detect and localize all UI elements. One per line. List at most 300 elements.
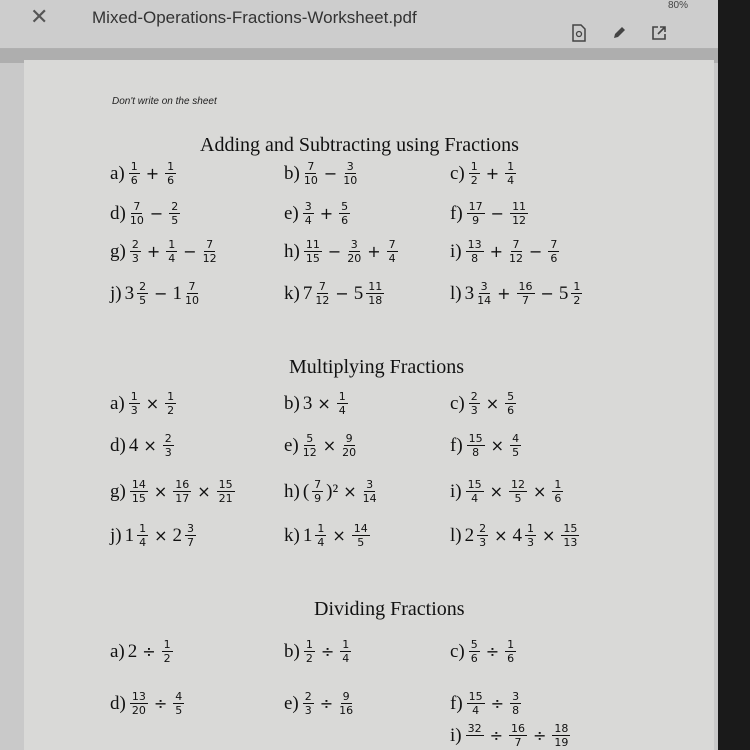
fraction	[129, 160, 140, 187]
operator: ×	[332, 526, 346, 545]
operator: +	[489, 242, 504, 261]
denominator: 3	[527, 536, 535, 549]
fraction	[525, 522, 536, 549]
fraction	[548, 238, 559, 265]
fraction	[517, 280, 535, 307]
problem-row	[110, 200, 670, 240]
operator: ×	[143, 436, 157, 455]
problem-label: b)	[284, 162, 300, 184]
numerator: 2	[139, 280, 147, 293]
fraction	[510, 200, 528, 227]
operator: ÷	[142, 642, 156, 661]
numerator: 1	[130, 160, 138, 173]
problem-row	[110, 390, 670, 430]
problem-label: j)	[110, 282, 122, 304]
denominator: 9	[472, 214, 480, 227]
numerator: 1	[573, 280, 581, 293]
numerator: 11	[512, 200, 527, 213]
problem-label: d)	[110, 202, 126, 224]
sheet-note: Don't write on the sheet	[112, 96, 217, 107]
number: 1	[172, 282, 183, 304]
fraction	[352, 522, 370, 549]
problem	[110, 638, 175, 665]
denominator: 20	[342, 446, 357, 459]
denominator: 2	[167, 404, 175, 417]
numerator: 3	[346, 160, 354, 173]
problem	[284, 690, 355, 717]
problem	[110, 432, 176, 459]
denominator: 12	[202, 252, 217, 265]
denominator: 3	[130, 404, 138, 417]
operator: ×	[343, 482, 357, 501]
fraction	[130, 690, 148, 717]
problem-label: c)	[450, 640, 465, 662]
fraction	[509, 722, 527, 749]
numerator: 2	[470, 390, 478, 403]
number: 3	[302, 392, 313, 414]
problem	[110, 160, 178, 187]
fraction	[185, 522, 196, 549]
open-external-icon[interactable]	[650, 24, 668, 42]
numerator: 32	[467, 722, 482, 735]
operator: ÷	[485, 642, 500, 661]
operator: +	[367, 242, 381, 261]
numerator: 17	[468, 200, 483, 213]
denominator: 6	[554, 492, 562, 505]
number: 2	[464, 524, 475, 546]
numerator: 1	[507, 160, 515, 173]
numerator: 7	[133, 200, 141, 213]
denominator: 15	[305, 252, 320, 265]
operator: −	[149, 204, 164, 223]
problem	[450, 638, 518, 665]
denominator: 4	[388, 252, 396, 265]
number: 5	[353, 282, 364, 304]
denominator: 6	[507, 404, 515, 417]
problem	[110, 238, 219, 265]
denominator: 9	[314, 492, 322, 505]
operator: −	[529, 242, 543, 261]
problem-label: f)	[450, 434, 463, 456]
problem-label: a)	[110, 392, 125, 414]
problem	[284, 478, 379, 505]
numerator: 3	[350, 238, 358, 251]
operator: ×	[322, 436, 337, 455]
problem-label: a)	[110, 640, 125, 662]
fraction	[469, 638, 480, 665]
fraction	[505, 390, 516, 417]
numerator: 16	[511, 722, 526, 735]
operator: ×	[485, 394, 500, 413]
operator: ×	[533, 482, 547, 501]
denominator: 5	[139, 294, 147, 307]
fraction	[467, 200, 485, 227]
denominator: 13	[563, 536, 578, 549]
problem-row	[110, 160, 670, 200]
problem-label: e)	[284, 434, 299, 456]
number: 5	[558, 282, 569, 304]
denominator: 4	[304, 214, 312, 227]
fraction	[162, 638, 173, 665]
denominator: 8	[512, 704, 520, 717]
denominator: 4	[342, 652, 350, 665]
problem-row	[110, 432, 670, 472]
denominator: 12	[315, 294, 330, 307]
numerator: 2	[479, 522, 487, 535]
denominator: 6	[341, 214, 349, 227]
numerator: 11	[368, 280, 383, 293]
numerator: 3	[187, 522, 195, 535]
operator: +	[485, 164, 500, 183]
problem	[450, 238, 561, 265]
fraction	[477, 522, 488, 549]
operator: −	[323, 164, 338, 183]
fraction	[304, 160, 318, 187]
denominator: 12	[509, 252, 524, 265]
numerator: 5	[507, 390, 515, 403]
numerator: 15	[468, 432, 483, 445]
fraction	[467, 690, 485, 717]
numerator: 14	[353, 522, 368, 535]
operator: ×	[489, 482, 504, 501]
denominator: 14	[362, 492, 377, 505]
fraction	[505, 638, 516, 665]
fraction	[466, 722, 484, 749]
problem-label: a)	[110, 162, 125, 184]
fraction	[312, 478, 323, 505]
fraction	[505, 160, 516, 187]
operator: ÷	[319, 694, 334, 713]
fraction	[561, 522, 579, 549]
denominator: 8	[471, 252, 479, 265]
fraction	[339, 690, 353, 717]
numerator: 7	[314, 478, 322, 491]
fraction	[303, 432, 317, 459]
number: 1	[124, 524, 135, 546]
fraction	[363, 478, 377, 505]
denominator: 7	[514, 736, 522, 749]
numerator: 2	[131, 238, 139, 251]
section-title: Dividing Fractions	[314, 598, 465, 620]
problem-row	[110, 722, 670, 750]
denominator: 16	[339, 704, 354, 717]
denominator: 10	[185, 294, 200, 307]
problem-label: g)	[110, 240, 126, 262]
operator: ÷	[320, 642, 335, 661]
fraction	[169, 200, 180, 227]
denominator	[473, 736, 477, 749]
denominator: 20	[347, 252, 362, 265]
denominator: 4	[338, 404, 346, 417]
fraction	[173, 690, 184, 717]
top-bar	[0, 0, 718, 49]
problem-label: h)	[284, 240, 300, 262]
numerator: 1	[168, 238, 176, 251]
number: 7	[302, 282, 313, 304]
fraction	[466, 478, 484, 505]
problem-label: l)	[450, 524, 462, 546]
denominator: 2	[470, 174, 478, 187]
fraction	[137, 522, 148, 549]
denominator: 2	[305, 652, 313, 665]
problem-label: k)	[284, 282, 300, 304]
denominator: 6	[550, 252, 558, 265]
operator: −	[490, 204, 505, 223]
denominator: 21	[218, 492, 233, 505]
fraction	[315, 280, 329, 307]
fraction	[203, 238, 217, 265]
problem-label: f)	[450, 202, 463, 224]
problem-label: b)	[284, 640, 300, 662]
numerator: 7	[388, 238, 396, 251]
denominator: 4	[507, 174, 515, 187]
denominator: 10	[343, 174, 358, 187]
denominator: 4	[168, 252, 176, 265]
number: )²	[326, 480, 339, 502]
numerator: 4	[175, 690, 183, 703]
fraction	[509, 478, 527, 505]
numerator: 1	[167, 390, 175, 403]
denominator: 6	[167, 174, 175, 187]
numerator: 12	[511, 478, 526, 491]
problem	[450, 722, 572, 749]
denominator: 3	[164, 446, 172, 459]
denominator: 18	[368, 294, 383, 307]
document-title: Mixed-Operations-Fractions-Worksheet.pdf	[92, 8, 417, 27]
denominator: 15	[131, 492, 146, 505]
problem-row	[110, 478, 670, 518]
problem	[284, 200, 352, 227]
problem-label: b)	[284, 392, 300, 414]
problem-label: l)	[450, 282, 462, 304]
fraction	[163, 432, 174, 459]
numerator: 16	[175, 478, 190, 491]
fraction	[387, 238, 398, 265]
close-icon[interactable]: ✕	[30, 4, 49, 29]
problem	[450, 280, 584, 307]
operator: ×	[153, 482, 168, 501]
problem	[450, 390, 518, 417]
denominator: 3	[131, 252, 139, 265]
operator: −	[335, 284, 349, 303]
fraction	[339, 200, 350, 227]
numerator: 5	[470, 638, 478, 651]
problem	[110, 478, 237, 505]
fraction	[185, 280, 199, 307]
numerator: 9	[342, 690, 350, 703]
numerator: 2	[171, 200, 179, 213]
number: 1	[302, 524, 313, 546]
numerator: 7	[318, 280, 326, 293]
numerator: 1	[527, 522, 535, 535]
fraction	[303, 200, 314, 227]
denominator: 2	[163, 652, 171, 665]
problem-label: c)	[450, 162, 465, 184]
denominator: 4	[471, 492, 479, 505]
problem-label: j)	[110, 524, 122, 546]
fraction	[469, 390, 480, 417]
fraction	[315, 522, 326, 549]
fraction	[552, 722, 570, 749]
fraction	[337, 390, 348, 417]
fraction	[304, 238, 322, 265]
numerator: 16	[518, 280, 533, 293]
denominator: 19	[554, 736, 569, 749]
problem	[450, 690, 523, 717]
numerator: 2	[164, 432, 172, 445]
numerator: 1	[163, 638, 171, 651]
problem-row	[110, 280, 670, 320]
fraction	[571, 280, 582, 307]
denominator: 5	[175, 704, 183, 717]
operator: ÷	[489, 726, 504, 745]
numerator: 7	[188, 280, 196, 293]
numerator: 13	[131, 690, 146, 703]
denominator: 4	[139, 536, 147, 549]
fraction	[165, 390, 176, 417]
fraction	[342, 432, 356, 459]
numerator: 15	[218, 478, 233, 491]
denominator: 17	[175, 492, 190, 505]
denominator: 10	[303, 174, 318, 187]
numerator: 1	[130, 390, 138, 403]
denominator: 6	[130, 174, 138, 187]
problem	[284, 238, 400, 265]
fraction	[510, 690, 521, 717]
operator: ×	[542, 526, 556, 545]
numerator: 1	[139, 522, 147, 535]
denominator: 14	[477, 294, 492, 307]
fraction	[467, 432, 485, 459]
problem-label: i)	[450, 724, 462, 746]
number: (	[302, 480, 310, 502]
problem-label: k)	[284, 524, 300, 546]
denominator: 8	[472, 446, 480, 459]
fraction	[303, 690, 314, 717]
fraction	[366, 280, 384, 307]
problem	[284, 390, 350, 417]
operator: −	[183, 242, 197, 261]
operator: ÷	[533, 726, 547, 745]
problem-label: i)	[450, 240, 462, 262]
numerator: 18	[554, 722, 569, 735]
denominator: 4	[472, 704, 480, 717]
problem	[450, 478, 565, 505]
operator: +	[146, 242, 161, 261]
problem	[284, 522, 372, 549]
denominator: 3	[479, 536, 487, 549]
fraction	[165, 160, 176, 187]
fraction	[304, 638, 315, 665]
numerator: 1	[342, 638, 350, 651]
problem	[110, 280, 201, 307]
denominator: 7	[522, 294, 530, 307]
operator: ×	[145, 394, 160, 413]
problem	[284, 280, 386, 307]
problem	[450, 200, 530, 227]
operator: ÷	[153, 694, 168, 713]
operator: −	[327, 242, 342, 261]
numerator: 3	[366, 478, 374, 491]
fraction	[130, 200, 144, 227]
numerator: 3	[480, 280, 488, 293]
denominator: 3	[470, 404, 478, 417]
numerator: 2	[304, 690, 312, 703]
problem	[450, 432, 523, 459]
problem-label: e)	[284, 692, 299, 714]
problem-label: h)	[284, 480, 300, 502]
numerator: 5	[341, 200, 349, 213]
fraction	[510, 432, 521, 459]
operator: ×	[154, 526, 168, 545]
denominator: 5	[514, 492, 522, 505]
denominator: 2	[573, 294, 581, 307]
search-document-icon[interactable]	[570, 24, 588, 42]
numerator: 15	[467, 478, 482, 491]
operator: −	[540, 284, 554, 303]
fraction	[477, 280, 491, 307]
problem	[110, 200, 182, 227]
number: 2	[172, 524, 183, 546]
numerator: 3	[512, 690, 520, 703]
denominator: 7	[187, 536, 195, 549]
numerator: 5	[306, 432, 314, 445]
problem-label: c)	[450, 392, 465, 414]
fraction	[340, 638, 351, 665]
number: 2	[127, 640, 138, 662]
fraction	[129, 390, 140, 417]
denominator: 6	[507, 652, 515, 665]
fraction	[347, 238, 361, 265]
operator: +	[497, 284, 511, 303]
numerator: 15	[468, 690, 483, 703]
number: 3	[464, 282, 475, 304]
fraction	[469, 160, 480, 187]
denominator: 20	[131, 704, 146, 717]
problem-label: f)	[450, 692, 463, 714]
denominator: 12	[512, 214, 527, 227]
denominator: 4	[317, 536, 325, 549]
pdf-page	[24, 60, 714, 750]
operator: ×	[197, 482, 211, 501]
numerator: 7	[206, 238, 214, 251]
problem-row	[110, 238, 670, 278]
numerator: 7	[512, 238, 520, 251]
problem	[110, 690, 186, 717]
numerator: 4	[512, 432, 520, 445]
pencil-icon[interactable]	[610, 24, 628, 42]
problem	[284, 432, 358, 459]
operator: −	[154, 284, 168, 303]
numerator: 7	[550, 238, 558, 251]
problem	[110, 390, 178, 417]
problem-label: e)	[284, 202, 299, 224]
problem-label: d)	[110, 434, 126, 456]
numerator: 9	[345, 432, 353, 445]
problem-row	[110, 638, 670, 678]
denominator: 5	[171, 214, 179, 227]
operator: +	[319, 204, 334, 223]
problem	[450, 522, 581, 549]
numerator: 15	[563, 522, 578, 535]
operator: ×	[494, 526, 508, 545]
denominator: 5	[357, 536, 365, 549]
denominator: 10	[129, 214, 144, 227]
fraction	[509, 238, 523, 265]
number: 4	[512, 524, 523, 546]
numerator: 13	[467, 238, 482, 251]
fraction	[217, 478, 235, 505]
